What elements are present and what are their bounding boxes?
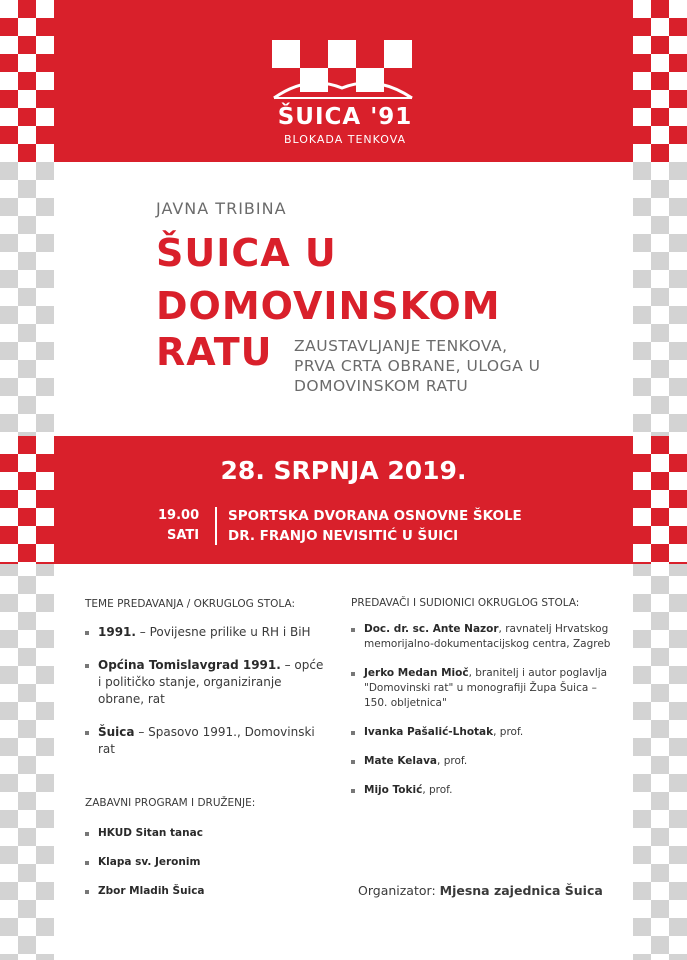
list-item: Zbor Mladih Šuica — [85, 884, 325, 899]
list-item: Ivanka Pašalić-Lhotak, prof. — [351, 725, 611, 740]
event-title-line-3: RATU — [156, 330, 273, 374]
list-item: 1991. – Povijesne prilike u RH i BiH — [85, 624, 325, 641]
organizer — [358, 883, 603, 898]
event-subtitle: ZAUSTAVLJANJE TENKOVA, PRVA CRTA OBRANE, ULOGA U DOMOVINSKOM RATU — [294, 337, 541, 395]
organizer-label: Organizator: — [358, 883, 436, 898]
list-item: Jerko Medan Mioč, branitelj i autor poglavlja "Domovinski rat" u monografiji Župa Šuica – 150. obljetnica" — [351, 666, 611, 711]
list-item: Doc. dr. sc. Ante Nazor, ravnatelj Hrvatskog memorijalno-dokumentacijskog centra, Zagreb — [351, 622, 611, 652]
list-item: HKUD Sitan tanac — [85, 826, 325, 841]
header-checker-right — [633, 0, 687, 162]
speakers-heading: PREDAVAČI I SUDIONICI OKRUGLOG STOLA: — [351, 597, 580, 609]
event-kicker: JAVNA TRIBINA — [156, 199, 287, 218]
list-item: Mijo Tokić, prof. — [351, 783, 611, 798]
event-date: 28. SRPNJA 2019. — [220, 456, 467, 485]
list-item: Šuica – Spasovo 1991., Domovinski rat — [85, 724, 325, 758]
logo-title: ŠUICA '91 — [277, 104, 413, 130]
topics-heading: TEME PREDAVANJA / OKRUGLOG STOLA: — [85, 598, 296, 610]
topics-list — [85, 624, 325, 774]
event-time-unit: SATI — [167, 528, 200, 543]
speakers-list — [351, 622, 611, 812]
list-item: Klapa sv. Jeronim — [85, 855, 325, 870]
venue-line-2: DR. FRANJO NEVISITIĆ U ŠUICI — [228, 528, 459, 544]
event-title-line-2: DOMOVINSKOM — [156, 284, 501, 328]
event-time: 19.00 — [158, 508, 200, 523]
divider — [215, 507, 217, 545]
logo-subtitle: BLOKADA TENKOVA — [283, 133, 407, 146]
event-title-line-1: ŠUICA U — [156, 231, 337, 275]
list-item: Općina Tomislavgrad 1991. – opće i političko stanje, organiziranje obrane, rat — [85, 657, 325, 708]
suica-91-logo — [272, 40, 418, 152]
checkered-bridge-icon — [272, 40, 418, 104]
entertainment-list — [85, 826, 325, 913]
organizer-name: Mjesna zajednica Šuica — [439, 883, 603, 898]
list-item: Mate Kelava, prof. — [351, 754, 611, 769]
venue-line-1: SPORTSKA DVORANA OSNOVNE ŠKOLE — [228, 508, 522, 524]
entertainment-heading: ZABAVNI PROGRAM I DRUŽENJE: — [85, 797, 256, 809]
header-checker-left — [0, 0, 54, 162]
